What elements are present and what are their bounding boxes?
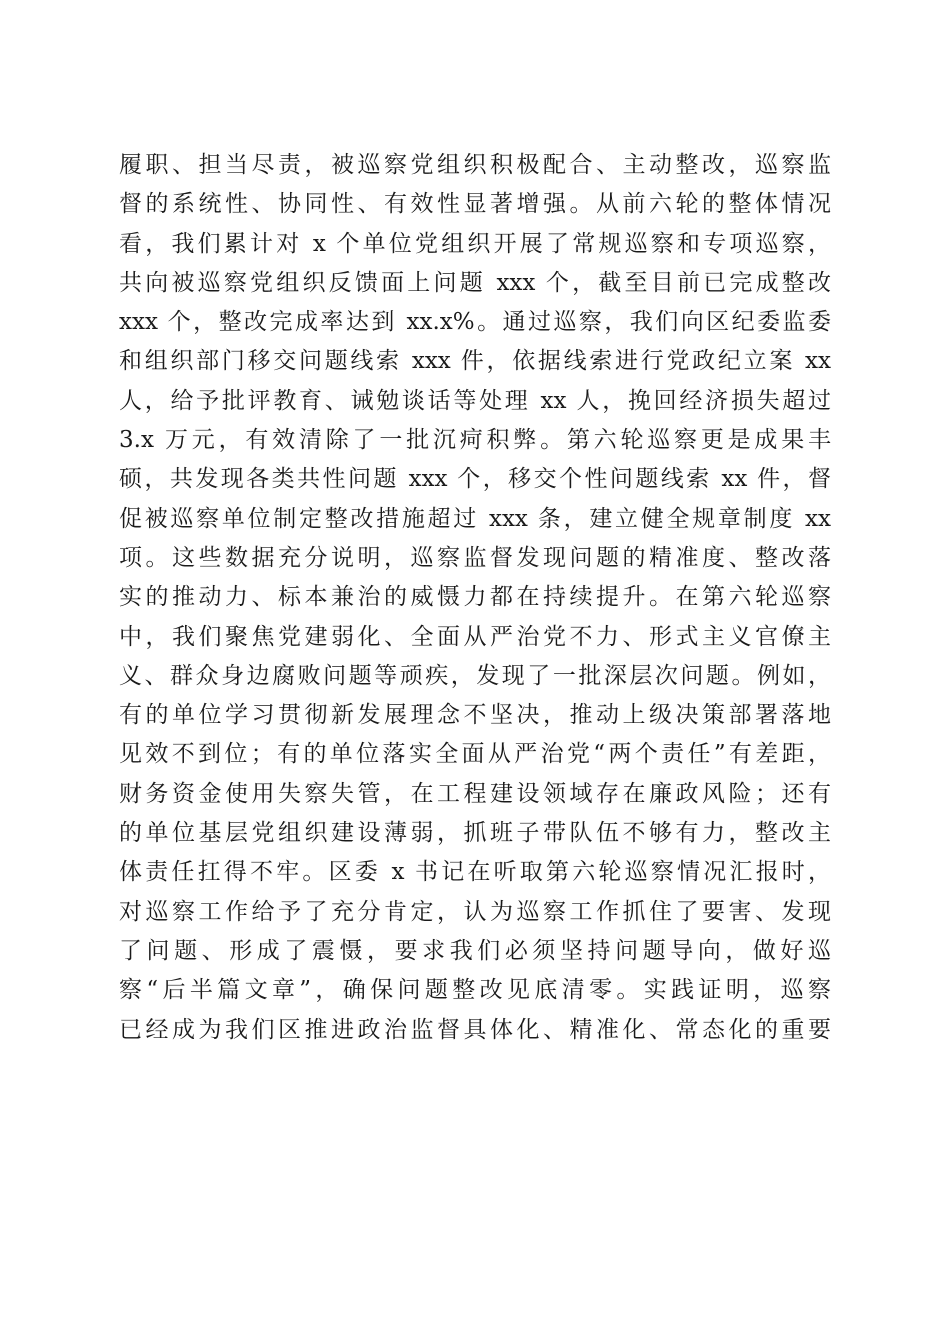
text-line: 共向被巡察党组织反馈面上问题 xxx 个，截至目前已完成整改 xyxy=(119,269,831,296)
text-line: 有的单位学习贯彻新发展理念不坚决，推动上级决策部署落地 xyxy=(119,702,831,729)
text-line: 中，我们聚焦党建弱化、全面从严治党不力、形式主义官僚主 xyxy=(119,623,831,650)
text-line: xxx 个，整改完成率达到 xx.x%。通过巡察，我们向区纪委监委 xyxy=(119,309,831,336)
body-paragraph xyxy=(119,146,831,1050)
text-line: 体责任扛得不牢。区委 x 书记在听取第六轮巡察情况汇报时， xyxy=(119,859,831,886)
text-line: 实的推动力、标本兼治的威慑力都在持续提升。在第六轮巡察 xyxy=(119,584,831,611)
text-line: 对巡察工作给予了充分肯定，认为巡察工作抓住了要害、发现 xyxy=(119,898,831,925)
text-line: 项。这些数据充分说明，巡察监督发现问题的精准度、整改落 xyxy=(119,544,831,571)
text-line: 了问题、形成了震慑，要求我们必须坚持问题导向，做好巡 xyxy=(119,937,831,964)
text-line: 硕，共发现各类共性问题 xxx 个，移交个性问题线索 xx 件，督 xyxy=(119,466,831,493)
text-line: 财务资金使用失察失管，在工程建设领域存在廉政风险；还有 xyxy=(119,780,831,807)
text-line: 察“后半篇文章”，确保问题整改见底清零。实践证明，巡察 xyxy=(119,977,831,1004)
text-line: 义、群众身边腐败问题等顽疾，发现了一批深层次问题。例如， xyxy=(119,662,831,689)
text-line: 促被巡察单位制定整改措施超过 xxx 条，建立健全规章制度 xx xyxy=(119,505,831,532)
text-line: 已经成为我们区推进政治监督具体化、精准化、常态化的重要 xyxy=(119,1016,831,1043)
text-line: 的单位基层党组织建设薄弱，抓班子带队伍不够有力，整改主 xyxy=(119,820,831,847)
text-line: 见效不到位；有的单位落实全面从严治党“两个责任”有差距， xyxy=(119,741,831,768)
text-line: 人，给予批评教育、诫勉谈话等处理 xx 人，挽回经济损失超过 xyxy=(119,387,831,414)
text-line: 督的系统性、协同性、有效性显著增强。从前六轮的整体情况 xyxy=(119,191,831,218)
text-line: 和组织部门移交问题线索 xxx 件，依据线索进行党政纪立案 xx xyxy=(119,348,831,375)
text-line: 3.x 万元，有效清除了一批沉疴积弊。第六轮巡察更是成果丰 xyxy=(119,427,831,454)
text-line: 履职、担当尽责，被巡察党组织积极配合、主动整改，巡察监 xyxy=(119,152,831,178)
text-line: 看，我们累计对 x 个单位党组织开展了常规巡察和专项巡察， xyxy=(119,230,831,257)
